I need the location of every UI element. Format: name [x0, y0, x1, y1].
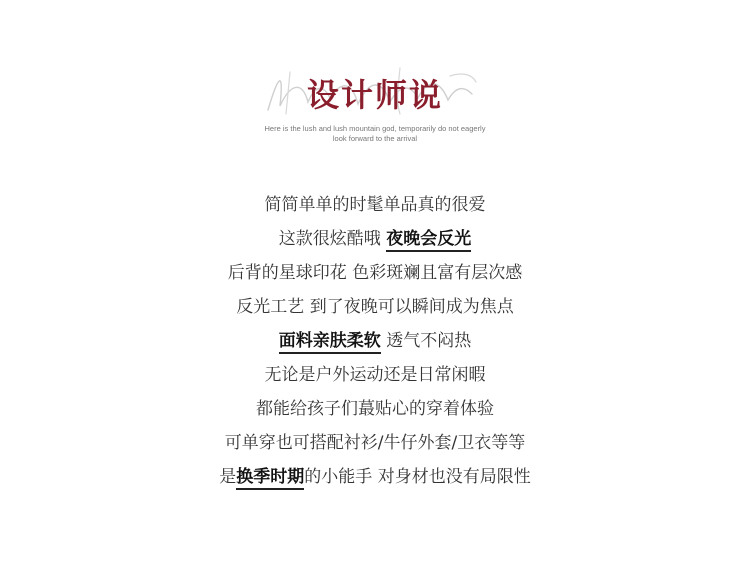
- designer-header: [0, 58, 750, 158]
- page-title: 设计师说: [306, 76, 443, 114]
- description-line: [0, 188, 750, 222]
- subtitle-line: look forward to the arrival: [332, 134, 418, 143]
- line-text: 简简单单的时髦单品真的很爱: [264, 195, 486, 215]
- line-text: 这款很炫酷哦: [278, 229, 387, 249]
- line-text: 的小能手 对身材也没有局限性: [304, 467, 531, 487]
- highlighted-phrase: 换季时期: [236, 467, 304, 490]
- line-text: 可单穿也可搭配衬衫/牛仔外套/卫衣等等: [224, 433, 526, 453]
- page-subtitle: [0, 124, 750, 144]
- description-line: [0, 324, 750, 358]
- description-line: [0, 358, 750, 392]
- description-line: [0, 426, 750, 460]
- highlighted-phrase: 面料亲肤柔软: [279, 331, 381, 354]
- line-text: 后背的星球印花 色彩斑斓且富有层次感: [227, 263, 523, 283]
- line-text: 是: [219, 467, 237, 487]
- line-text: 透气不闷热: [380, 331, 472, 351]
- subtitle-line: Here is the lush and lush mountain god, temporarily do not eagerly: [264, 124, 486, 133]
- description-line: [0, 222, 750, 256]
- highlighted-phrase: 夜晚会反光: [386, 229, 471, 252]
- line-text: 反光工艺 到了夜晚可以瞬间成为焦点: [236, 297, 514, 317]
- line-text: 无论是户外运动还是日常闲暇: [264, 365, 486, 385]
- description-line: [0, 392, 750, 426]
- description-line: [0, 256, 750, 290]
- description-line: [0, 460, 750, 494]
- description-text: [0, 188, 750, 494]
- description-line: [0, 290, 750, 324]
- line-text: 都能给孩子们蕞贴心的穿着体验: [256, 399, 494, 419]
